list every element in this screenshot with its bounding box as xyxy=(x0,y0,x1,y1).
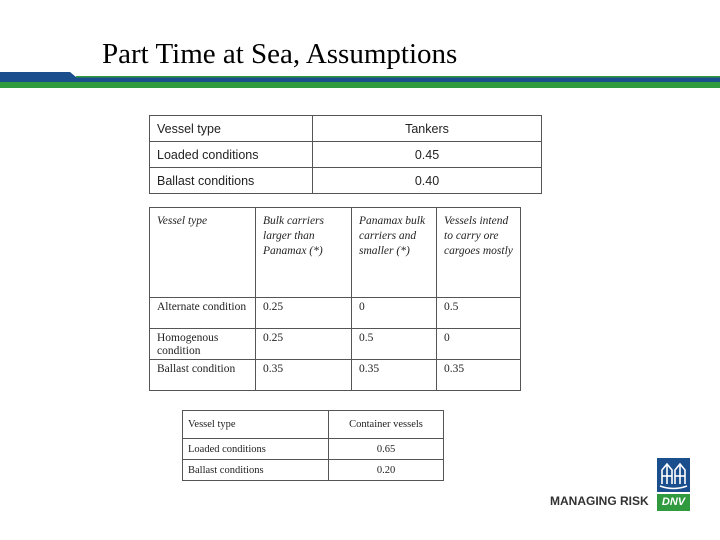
container-vessels-table xyxy=(182,410,444,481)
table-cell: Vessel type xyxy=(183,411,329,439)
table-row xyxy=(150,142,542,168)
table-cell: 0.45 xyxy=(313,142,542,168)
table-cell: 0 xyxy=(437,329,521,360)
table-cell: 0.20 xyxy=(329,460,444,481)
table-cell: Ballast conditions xyxy=(183,460,329,481)
table-cell: 0.5 xyxy=(352,329,437,360)
table-header-row xyxy=(150,208,521,298)
table-cell: 0.25 xyxy=(256,329,352,360)
tankers-table xyxy=(149,115,542,194)
table-row xyxy=(183,460,444,481)
table-cell: 0.25 xyxy=(256,298,352,329)
table-cell: Bulk carriers larger than Panamax (*) xyxy=(256,208,352,298)
table-cell: 0.65 xyxy=(329,439,444,460)
table-cell: 0.35 xyxy=(352,360,437,391)
table-cell: Homogenous condition xyxy=(150,329,256,360)
table-cell: Tankers xyxy=(313,116,542,142)
table-cell: 0.35 xyxy=(256,360,352,391)
table-cell: Ballast conditions xyxy=(150,168,313,194)
header-bar xyxy=(0,72,720,90)
table-cell: Alternate condition xyxy=(150,298,256,329)
ship-emblem-icon xyxy=(657,458,690,492)
table-row xyxy=(150,168,542,194)
dnv-logo: DNV xyxy=(657,494,690,511)
table-row xyxy=(150,329,521,360)
table-cell: Vessels intend to carry ore cargoes mostly xyxy=(437,208,521,298)
page-title: Part Time at Sea, Assumptions xyxy=(102,38,458,70)
table-row xyxy=(150,360,521,391)
table-cell: Loaded conditions xyxy=(183,439,329,460)
table-cell: Container vessels xyxy=(329,411,444,439)
table-cell: 0.35 xyxy=(437,360,521,391)
table-cell: 0 xyxy=(352,298,437,329)
managing-risk-tagline: MANAGING RISK xyxy=(550,494,649,508)
table-header-row xyxy=(183,411,444,439)
table-cell: Vessel type xyxy=(150,208,256,298)
table-cell: 0.5 xyxy=(437,298,521,329)
bulk-carriers-table xyxy=(149,207,521,391)
table-row xyxy=(150,298,521,329)
header-bar-line xyxy=(76,76,720,78)
table-cell: Loaded conditions xyxy=(150,142,313,168)
table-row xyxy=(183,439,444,460)
table-cell: Ballast condition xyxy=(150,360,256,391)
table-cell: Vessel type xyxy=(150,116,313,142)
table-header-row xyxy=(150,116,542,142)
header-bar-green xyxy=(0,82,720,88)
table-cell: Panamax bulk carriers and smaller (*) xyxy=(352,208,437,298)
table-cell: 0.40 xyxy=(313,168,542,194)
